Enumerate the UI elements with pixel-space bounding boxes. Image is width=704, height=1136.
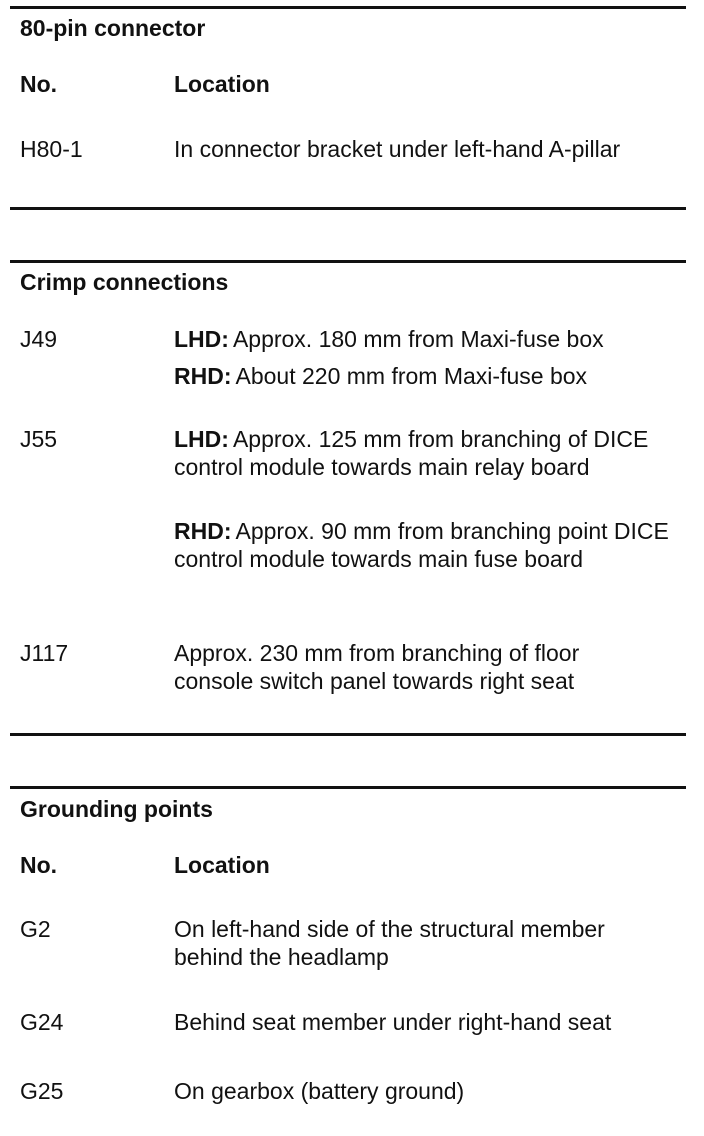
row-number: G2 <box>20 916 51 942</box>
lhd-prefix: LHD: <box>174 426 229 452</box>
row-location-line <box>174 517 674 573</box>
section-top-rule <box>10 6 686 9</box>
rhd-prefix: RHD: <box>174 518 232 544</box>
row-number: J55 <box>20 426 58 452</box>
section-title: Crimp connections <box>20 269 229 295</box>
column-header-no: No. <box>20 852 58 878</box>
row-number: J49 <box>20 326 58 352</box>
section-title: Grounding points <box>20 796 213 822</box>
row-number: J117 <box>20 640 69 666</box>
rhd-prefix: RHD: <box>174 363 232 389</box>
row-location: On left-hand side of the structural member behind the headlamp <box>174 916 605 970</box>
section-title: 80-pin connector <box>20 15 206 41</box>
rhd-text: About 220 mm from Maxi-fuse box <box>235 363 588 389</box>
lhd-text: Approx. 125 mm from branching of DICE control module towards main relay board <box>174 426 649 480</box>
row-location-line <box>174 425 674 481</box>
row-location: On gearbox (battery ground) <box>174 1078 465 1104</box>
column-header-location: Location <box>174 852 270 878</box>
row-location-line <box>174 362 587 390</box>
section-top-rule <box>10 260 686 263</box>
column-header-no: No. <box>20 71 58 97</box>
row-location: Approx. 230 mm from branching of floor console switch panel towards right seat <box>174 640 580 694</box>
section-top-rule <box>10 786 686 789</box>
row-location: In connector bracket under left-hand A-pillar <box>174 136 621 162</box>
row-number: H80-1 <box>20 136 83 162</box>
rhd-text: Approx. 90 mm from branching point DICE control module towards main fuse board <box>174 518 669 572</box>
section-bottom-rule <box>10 733 686 736</box>
row-location-line <box>174 325 604 353</box>
row-number: G25 <box>20 1078 64 1104</box>
row-location: Behind seat member under right-hand seat <box>174 1009 612 1035</box>
section-bottom-rule <box>10 207 686 210</box>
lhd-prefix: LHD: <box>174 326 229 352</box>
lhd-text: Approx. 180 mm from Maxi-fuse box <box>232 326 604 352</box>
row-number: G24 <box>20 1009 64 1035</box>
column-header-location: Location <box>174 71 270 97</box>
